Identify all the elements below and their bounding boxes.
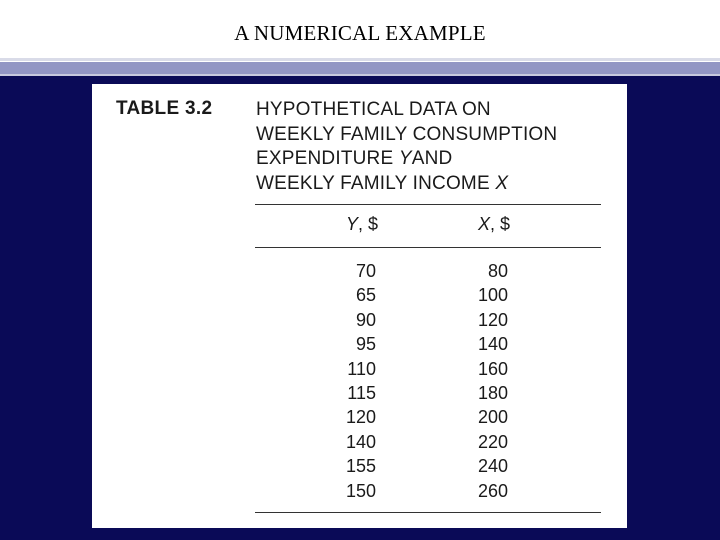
caption-var-x: X — [495, 172, 509, 194]
table-row — [92, 405, 627, 429]
cell-x: 220 — [477, 431, 508, 452]
column-header-y — [312, 214, 378, 235]
header-rule-light — [0, 58, 720, 61]
cell-x: 200 — [477, 407, 508, 428]
table-row — [92, 430, 627, 454]
caption-line-3 — [256, 147, 616, 172]
cell-x: 180 — [477, 382, 508, 403]
table-row — [92, 454, 627, 478]
cell-y: 155 — [345, 456, 376, 477]
table-rule-header — [255, 247, 601, 248]
table-row — [92, 283, 627, 307]
cell-y: 90 — [355, 309, 376, 330]
cell-y: 65 — [355, 285, 376, 306]
cell-y: 140 — [345, 431, 376, 452]
caption-line-2: WEEKLY FAMILY CONSUMPTION — [256, 123, 558, 145]
table-row — [92, 259, 627, 283]
table-row — [92, 308, 627, 332]
table-label: TABLE 3.2 — [116, 98, 213, 119]
cell-y: 110 — [347, 358, 376, 379]
table-row — [92, 381, 627, 405]
cell-x: 140 — [477, 334, 508, 355]
cell-x: 80 — [487, 261, 508, 281]
column-header-x — [442, 214, 510, 235]
cell-y: 70 — [355, 261, 376, 281]
table-image — [92, 84, 627, 528]
caption-line-1: HYPOTHETICAL DATA ON — [256, 99, 491, 120]
cell-x: 120 — [477, 309, 508, 330]
table-body — [92, 259, 627, 503]
table-caption — [256, 98, 616, 196]
cell-y: 120 — [345, 407, 376, 428]
column-header-x-unit: , $ — [489, 214, 510, 234]
header-rule-band — [0, 62, 720, 74]
slide-title: A NUMERICAL EXAMPLE — [234, 21, 486, 45]
caption-line-4-text: WEEKLY FAMILY INCOME — [256, 172, 490, 194]
caption-and: AND — [411, 148, 453, 169]
table-rule-bottom — [255, 512, 601, 513]
column-header-x-var: X — [477, 214, 490, 234]
caption-var-y: Y — [398, 148, 412, 169]
column-header-y-var: Y — [345, 214, 358, 234]
column-header-y-unit: , $ — [357, 214, 378, 234]
cell-y: 95 — [355, 334, 376, 355]
table-row — [92, 332, 627, 356]
cell-x: 100 — [477, 285, 508, 306]
cell-x: 240 — [477, 456, 508, 477]
cell-x: 260 — [477, 480, 508, 501]
cell-y: 150 — [345, 480, 376, 501]
caption-line-3-text: EXPENDITURE — [256, 148, 394, 169]
caption-line-4 — [256, 172, 616, 197]
cell-x: 160 — [477, 358, 508, 379]
table-rule-top — [255, 204, 601, 205]
cell-y: 115 — [347, 382, 376, 403]
table-row — [92, 357, 627, 381]
table-row — [92, 479, 627, 503]
